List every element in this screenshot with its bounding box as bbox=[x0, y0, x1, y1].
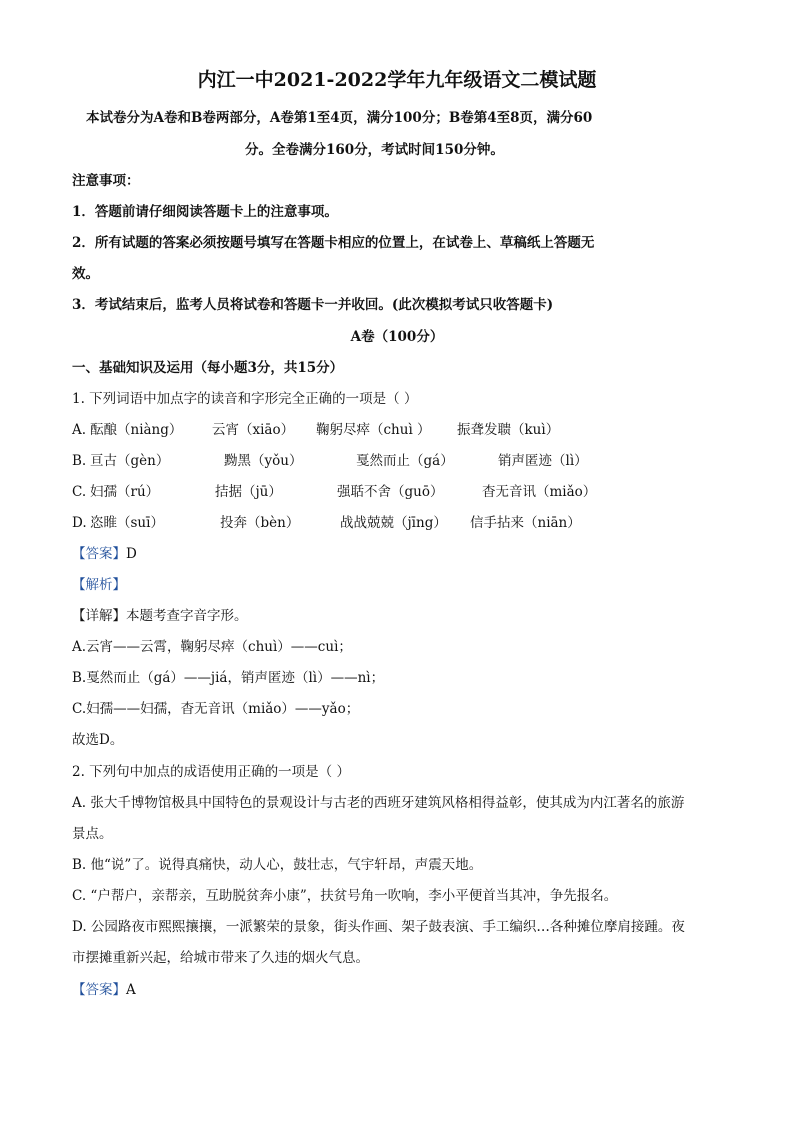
q1-conclusion: 故选D。 bbox=[72, 732, 124, 748]
answer-tag: 【答案】 bbox=[72, 982, 126, 998]
q1-explain-b: B.戛然而止（gá）——jiá，销声匿迹（lì）——nì； bbox=[72, 670, 385, 686]
option-item: 鞠躬尽瘁（chuì ） bbox=[316, 422, 431, 438]
q2-option-b: B. 他“说”了。说得真痛快，动人心，鼓壮志，气宇轩昂，声震天地。 bbox=[72, 857, 483, 873]
answer-value: D bbox=[126, 546, 137, 562]
q1-option-d bbox=[72, 513, 732, 533]
q1-option-c bbox=[72, 482, 732, 502]
answer-value: A bbox=[126, 982, 136, 998]
part-one-heading: 一、基础知识及运用（每小题3分，共15分） bbox=[72, 360, 344, 376]
option-item: 戛然而止（gá） bbox=[356, 453, 454, 469]
option-item: 杳无音讯（miǎo） bbox=[482, 484, 597, 500]
notice-item-3: 3．考试结束后，监考人员将试卷和答题卡一并收回。(此次模拟考试只收答题卡) bbox=[72, 297, 554, 313]
q2-option-a: A. 张大千博物馆极具中国特色的景观设计与古老的西班牙建筑风格相得益彰，使其成为内江著名的旅游 bbox=[72, 795, 685, 811]
intro-line-1: 本试卷分为A卷和B卷两部分，A卷第1至4页，满分100分；B卷第4至8页，满分60 bbox=[86, 110, 593, 126]
option-item: 强聒不舍（guō） bbox=[337, 484, 444, 500]
q1-explain-a: A.云宵——云霄，鞠躬尽瘁（chuì）——cuì； bbox=[72, 639, 352, 655]
q2-option-c: C. “户帮户，亲帮亲，互助脱贫奔小康”，扶贫号角一吹响，李小平便首当其冲，争先报名。 bbox=[72, 888, 618, 904]
option-item: 销声匿迹（lì） bbox=[498, 453, 588, 469]
q1-answer bbox=[72, 544, 137, 564]
option-item: 振聋发聩（kuì） bbox=[457, 422, 560, 438]
q2-option-d-cont: 市摆摊重新兴起，给城市带来了久违的烟火气息。 bbox=[72, 950, 369, 966]
option-item: 妇孺（rú） bbox=[90, 484, 160, 500]
option-label: A. bbox=[72, 422, 87, 438]
notice-heading: 注意事项： bbox=[72, 173, 140, 189]
notice-item-1: 1．答题前请仔细阅读答题卡上的注意事项。 bbox=[72, 204, 338, 220]
q1-option-b bbox=[72, 451, 732, 471]
section-a-heading: A卷（100分） bbox=[350, 329, 444, 345]
q2-stem: 2. 下列句中加点的成语使用正确的一项是（ ） bbox=[72, 764, 350, 780]
answer-tag: 【答案】 bbox=[72, 546, 126, 562]
option-item: 亘古（gèn） bbox=[90, 453, 170, 469]
q1-analysis-tag: 【解析】 bbox=[72, 577, 126, 593]
q1-detail: 【详解】本题考查字音字形。 bbox=[72, 608, 248, 624]
option-item: 投奔（bèn） bbox=[220, 515, 300, 531]
q1-option-a bbox=[72, 420, 732, 440]
option-item: 酝酿（niàng） bbox=[90, 422, 183, 438]
option-label: D. bbox=[72, 515, 87, 531]
notice-item-2-cont: 效。 bbox=[72, 266, 99, 282]
option-item: 恣睢（suī） bbox=[90, 515, 164, 531]
q1-explain-c: C.妇孺——妇孺，杳无音讯（miǎo）——yǎo； bbox=[72, 701, 360, 717]
option-item: 黝黑（yǒu） bbox=[224, 453, 303, 469]
notice-item-2: 2．所有试题的答案必须按题号填写在答题卡相应的位置上，在试卷上、草稿纸上答题无 bbox=[72, 235, 595, 251]
option-item: 战战兢兢（jīng） bbox=[340, 515, 447, 531]
option-label: C. bbox=[72, 484, 87, 500]
option-item: 拮据（jū） bbox=[215, 484, 282, 500]
intro-line-2: 分。全卷满分160分，考试时间150分钟。 bbox=[245, 142, 504, 158]
q1-stem: 1. 下列词语中加点字的读音和字形完全正确的一项是（ ） bbox=[72, 391, 418, 407]
q2-option-d: D. 公园路夜市熙熙攘攘，一派繁荣的景象，街头作画、架子鼓表演、手工编织…各种摊位摩肩接踵。夜 bbox=[72, 919, 685, 935]
option-item: 信手拈来（niān） bbox=[470, 515, 581, 531]
page-title: 内江一中2021-2022学年九年级语文二模试题 bbox=[197, 69, 597, 91]
option-label: B. bbox=[72, 453, 87, 469]
q2-answer bbox=[72, 980, 136, 1000]
q2-option-a-cont: 景点。 bbox=[72, 826, 113, 842]
option-item: 云宵（xiāo） bbox=[212, 422, 295, 438]
